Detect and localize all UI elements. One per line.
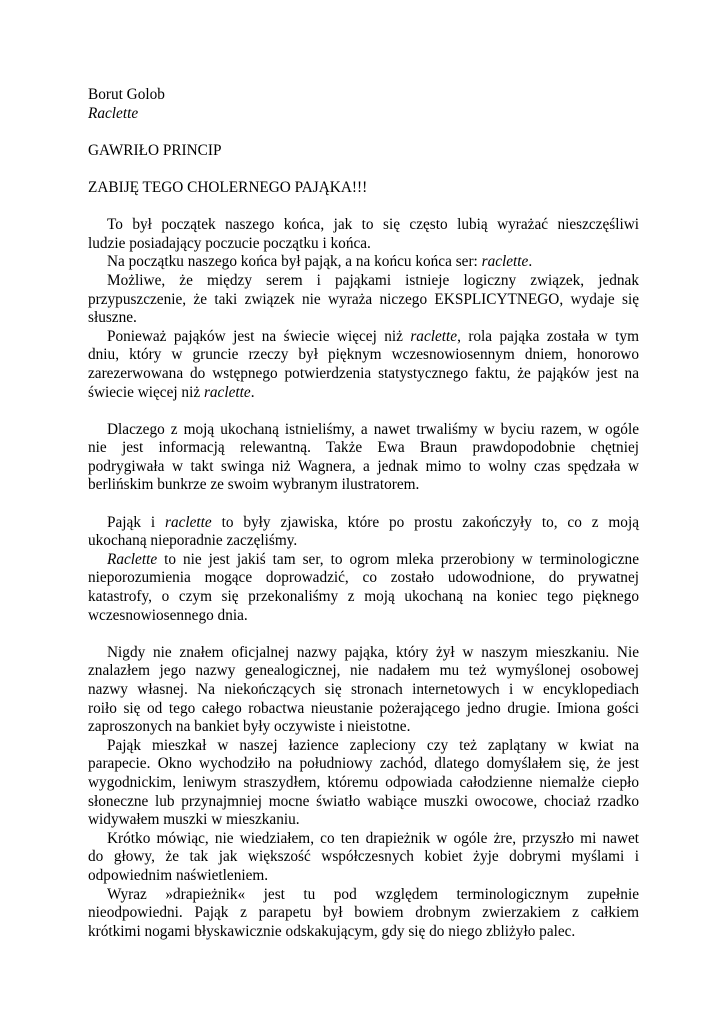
paragraph-6: Pająk i raclette to były zjawiska, które po prostu zakończyły to, co z moją ukochaną nieporadnie zaczęliśmy.	[88, 513, 639, 550]
paragraph-4: Ponieważ pająków jest na świecie więcej niż raclette, rola pająka została w tym dniu, który w gruncie rzeczy był pięknym wczesnowiosennym dniem, honorowo zarezerwowana do wstępnego potwierdzenia statystycznego faktu, że pająków jest na świecie więcej niż raclette.	[88, 327, 639, 401]
document-page	[88, 86, 639, 941]
paragraph-9: Pająk mieszkał w naszej łazience zapleciony czy też zaplątany w kwiat na parapecie. Okno wychodziło na południowy zachód, dlatego domyślałem się, że jest wygodnickim, leniwym straszydłem, któremu odpowiada całodzienne niemalże ciepło słoneczne lub przynajmniej mocne światło wabiące muszki owocowe, chociaż rzadko widywałem muszki w mieszkaniu.	[88, 736, 639, 829]
paragraph-1: To był początek naszego końca, jak to się często lubią wyrażać nieszczęśliwi ludzie posiadający poczucie początku i końca.	[88, 216, 639, 252]
paragraph-7: Raclette to nie jest jakiś tam ser, to ogrom mleka przerobiony w terminologiczne nieporozumienia mogące doprowadzić, co zostało udowodnione, do prywatnej katastrofy, o czym się przekonaliśmy z moją ukochaną na koniec tego pięknego wczesnowiosennego dnia.	[88, 550, 639, 624]
paragraph-11: Wyraz »drapieżnik« jest tu pod względem terminologicznym zupełnie nieodpowiedni. Pająk z parapetu był bowiem drobnym zwierzakiem z całkiem krótkimi nogami błyskawicznie odskakującym, gdy się do niego zbliżyło palec.	[88, 885, 639, 940]
author-name: Borut Golob	[88, 86, 165, 103]
paragraph-5: Dlaczego z moją ukochaną istnieliśmy, a nawet trwaliśmy w byciu razem, w ogóle nie jest informacją relewantną. Także Ewa Braun prawdopodobnie chętniej podrygiwała w takt swinga niż Wagnera, a jednak mimo to wolny czas spędzała w berlińskim bunkrze ze swoim wybranym ilustratorem.	[88, 420, 639, 494]
chapter-title: GAWRIŁO PRINCIP	[88, 141, 222, 159]
paragraph-3: Możliwe, że między serem i pająkami istnieje logiczny związek, jednak przypuszczenie, że taki związek nie wyraża niczego EKSPLICYTNEGO, wydaje się słuszne.	[88, 271, 639, 327]
book-title: Raclette	[88, 104, 139, 122]
paragraph-10: Krótko mówiąc, nie wiedziałem, co ten drapieżnik w ogóle żre, przyszło mi nawet do głowy, że tak jak większość współczesnych kobiet żyje dobrymi myślami i odpowiednim naświetleniem.	[88, 829, 639, 884]
chapter-subtitle: ZABIJĘ TEGO CHOLERNEGO PAJĄKA!!!	[88, 178, 368, 196]
paragraph-2: Na początku naszego końca był pająk, a na końcu końca ser: raclette.	[107, 253, 533, 271]
paragraph-8: Nigdy nie znałem oficjalnej nazwy pająka, który żył w naszym mieszkaniu. Nie znalazłem jego nazwy genealogicznej, nie nadałem mu też wymyślonej osobowej nazwy własnej. Na niekończących się stronach internetowych i w encyklopediach roiło się od tego całego robactwa nieustanie pożerającego jedno drugie. Imiona gości zaproszonych na bankiet były oczywiste i nieistotne.	[88, 643, 639, 736]
